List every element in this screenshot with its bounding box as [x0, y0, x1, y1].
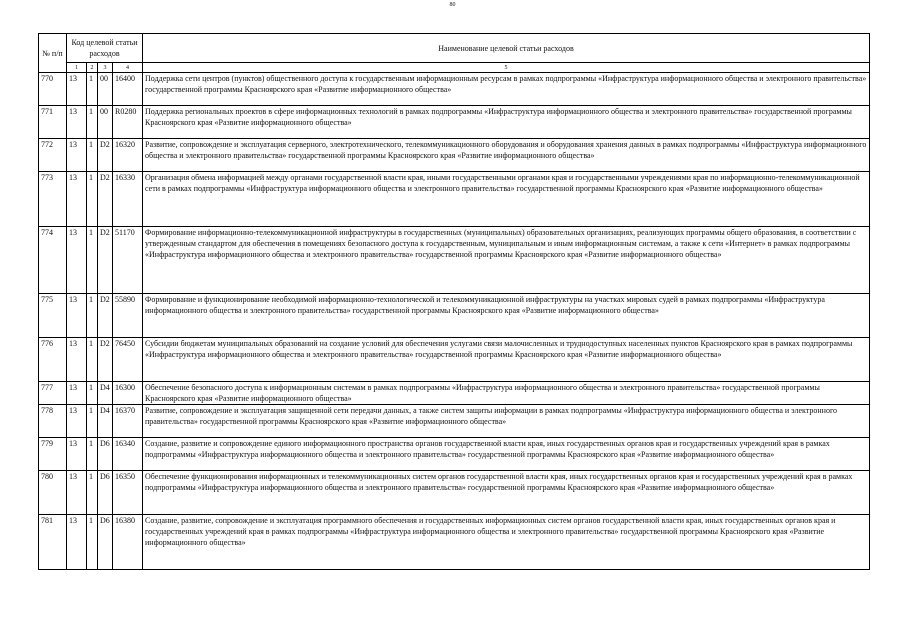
code-part-4: 51170: [113, 227, 143, 294]
table-row: [39, 405, 870, 438]
header-colnum-4: 4: [113, 63, 143, 73]
code-part-1: 13: [67, 338, 87, 382]
code-part-4: 16300: [113, 382, 143, 405]
row-description: Обеспечение функционирования информационных и телекоммуникационных систем органов государственной власти края, иных государственных органов края и государственных учреждений края в рамках подпрограммы «Инфраструктура информационного общества и электронного правительства» государственной программы Красноярского края «Развитие информационного общества»: [143, 471, 870, 515]
table-row: [39, 227, 870, 294]
table-row: [39, 438, 870, 471]
row-description: Создание, развитие и сопровождение единого информационного пространства органов государственной власти края, иных государственных органов края и государственных учреждений края в рамках подпрограммы «Инфраструктура информационного общества и электронного правительства» государственной программы Красноярского края «Развитие информационного общества»: [143, 438, 870, 471]
code-part-3: D2: [98, 227, 113, 294]
code-part-1: 13: [67, 471, 87, 515]
header-colnum-1: 1: [67, 63, 87, 73]
row-description: Формирование информационно-телекоммуникационной инфраструктуры в государственных (муниципальных) образовательных организациях, реализующих программы общего образования, в соответствии с утвержденным стандартом для обеспечения в помещениях безопасного доступа к государственным, муниципальным и иным информационным системам, а также к сети «Интернет» в рамках подпрограммы «Инфраструктура информационного общества и электронного правительства» государственной программы Красноярского края «Развитие информационного общества»: [143, 227, 870, 294]
code-part-1: 13: [67, 172, 87, 227]
row-number: 774: [39, 227, 67, 294]
table-row: [39, 338, 870, 382]
code-part-3: D2: [98, 172, 113, 227]
code-part-1: 13: [67, 294, 87, 338]
row-description: Развитие, сопровождение и эксплуатация защищенной сети передачи данных, а также систем защиты информации в рамках подпрограммы «Инфраструктура информационного общества и электронного правительства» государственной программы Красноярского края «Развитие информационного общества»: [143, 405, 870, 438]
row-description: Создание, развитие, сопровождение и эксплуатация программного обеспечения и государственных информационных систем органов государственной власти края, иных государственных органов края и государственных учреждений края в рамках подпрограммы «Инфраструктура информационного общества и электронного правительства» государственной программы Красноярского края «Развитие информационного общества»: [143, 515, 870, 570]
header-code: Код целевой статьи расходов: [67, 34, 143, 63]
code-part-3: 00: [98, 73, 113, 106]
row-description: Формирование и функционирование необходимой информационно-технологической и телекоммуникационной инфраструктуры на участках мировых судей в рамках подпрограммы «Инфраструктура информационного общества и электронного правительства» государственной программы Красноярского края «Развитие информационного общества»: [143, 294, 870, 338]
table-row: [39, 515, 870, 570]
table-row: [39, 294, 870, 338]
row-number: 773: [39, 172, 67, 227]
row-description: Организация обмена информацией между органами государственной власти края, иными государственными органами края и государственными учреждениями края по информационно-телекоммуникационной сети в рамках подпрограммы «Инфраструктура информационного общества и электронного правительства» государственной программы Красноярского края «Развитие информационного общества»: [143, 172, 870, 227]
code-part-2: 1: [87, 73, 98, 106]
row-number: 775: [39, 294, 67, 338]
header-colnum-3: 3: [98, 63, 113, 73]
code-part-4: 16400: [113, 73, 143, 106]
code-part-2: 1: [87, 382, 98, 405]
table-row: [39, 382, 870, 405]
row-number: 771: [39, 106, 67, 139]
code-part-3: D4: [98, 382, 113, 405]
code-part-2: 1: [87, 172, 98, 227]
header-num: № п/п: [39, 34, 67, 73]
code-part-2: 1: [87, 515, 98, 570]
code-part-4: 16370: [113, 405, 143, 438]
code-part-4: 16380: [113, 515, 143, 570]
code-part-1: 13: [67, 139, 87, 172]
row-number: 776: [39, 338, 67, 382]
code-part-3: D6: [98, 515, 113, 570]
row-description: Субсидии бюджетам муниципальных образований на создание условий для обеспечения услугами связи малочисленных и труднодоступных населенных пунктов Красноярского края в рамках подпрограммы «Инфраструктура информационного общества и электронного правительства» государственной программы Красноярского края «Развитие информационного общества»: [143, 338, 870, 382]
row-number: 781: [39, 515, 67, 570]
code-part-1: 13: [67, 438, 87, 471]
row-description: Поддержка сети центров (пунктов) общественного доступа к государственным информационным ресурсам в рамках подпрограммы «Инфраструктура информационного общества и электронного правительства» государственной программы Красноярского края «Развитие информационного общества»: [143, 73, 870, 106]
table-row: [39, 106, 870, 139]
code-part-2: 1: [87, 405, 98, 438]
code-part-3: D6: [98, 471, 113, 515]
code-part-3: D2: [98, 139, 113, 172]
code-part-3: D2: [98, 294, 113, 338]
code-part-2: 1: [87, 294, 98, 338]
code-part-2: 1: [87, 106, 98, 139]
table-row: [39, 73, 870, 106]
code-part-4: R0280: [113, 106, 143, 139]
code-part-2: 1: [87, 438, 98, 471]
table-row: [39, 471, 870, 515]
code-part-1: 13: [67, 405, 87, 438]
row-number: 780: [39, 471, 67, 515]
row-description: Развитие, сопровождение и эксплуатация серверного, электротехнического, телекоммуникационного оборудования и оборудования хранения данных в рамках подпрограммы «Инфраструктура информационного общества и электронного правительства» государственной программы Красноярского края «Развитие информационного общества»: [143, 139, 870, 172]
code-part-4: 16340: [113, 438, 143, 471]
table-row: [39, 139, 870, 172]
code-part-3: D6: [98, 438, 113, 471]
row-number: 777: [39, 382, 67, 405]
code-part-4: 16330: [113, 172, 143, 227]
code-part-3: D2: [98, 338, 113, 382]
code-part-3: 00: [98, 106, 113, 139]
code-part-1: 13: [67, 382, 87, 405]
code-part-1: 13: [67, 106, 87, 139]
code-part-4: 76450: [113, 338, 143, 382]
row-number: 778: [39, 405, 67, 438]
code-part-3: D4: [98, 405, 113, 438]
row-number: 772: [39, 139, 67, 172]
row-number: 779: [39, 438, 67, 471]
table-row: [39, 172, 870, 227]
code-part-4: 55890: [113, 294, 143, 338]
header-colnum-2: 2: [87, 63, 98, 73]
row-description: Поддержка региональных проектов в сфере информационных технологий в рамках подпрограммы «Инфраструктура информационного общества и электронного правительства» государственной программы Красноярского края «Развитие информационного общества»: [143, 106, 870, 139]
code-part-2: 1: [87, 338, 98, 382]
code-part-4: 16320: [113, 139, 143, 172]
code-part-2: 1: [87, 471, 98, 515]
code-part-2: 1: [87, 227, 98, 294]
page-number: 80: [449, 2, 456, 8]
code-part-2: 1: [87, 139, 98, 172]
table-header-row: [39, 34, 870, 63]
row-number: 770: [39, 73, 67, 106]
table-subheader-row: [39, 63, 870, 73]
code-part-4: 16350: [113, 471, 143, 515]
code-part-1: 13: [67, 227, 87, 294]
row-description: Обеспечение безопасного доступа к информационным системам в рамках подпрограммы «Инфраструктура информационного общества и электронного правительства» государственной программы Красноярского края «Развитие информационного общества»: [143, 382, 870, 405]
header-name: Наименование целевой статьи расходов: [143, 34, 870, 63]
code-part-1: 13: [67, 515, 87, 570]
code-part-1: 13: [67, 73, 87, 106]
header-colnum-5: 5: [143, 63, 870, 73]
budget-items-table: [38, 33, 870, 570]
